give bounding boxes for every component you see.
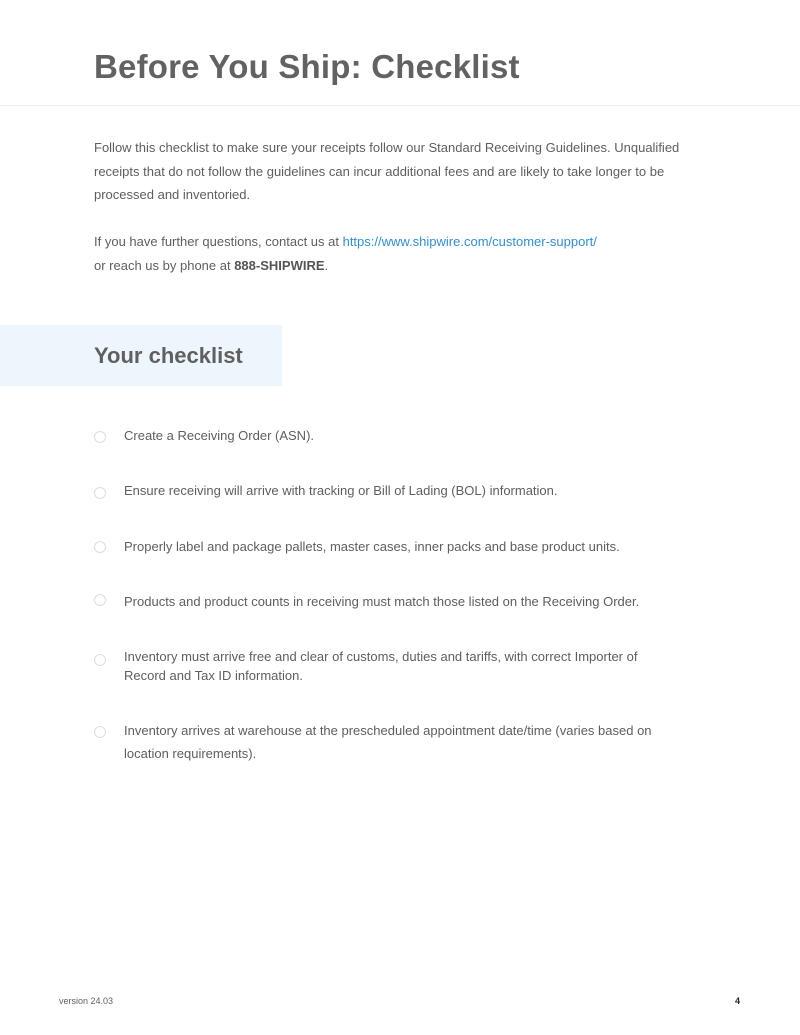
checkbox-circle-icon[interactable]: [94, 654, 106, 666]
checklist-item-text: Inventory must arrive free and clear of customs, duties and tariffs, with correct Importer of Record and Tax ID information.: [124, 649, 638, 683]
checklist-item-text: Inventory arrives at warehouse at the prescheduled appointment date/time (varies based on location requirements).: [124, 723, 652, 761]
contact-paragraph: [94, 230, 714, 278]
contact-prefix: If you have further questions, contact us at: [94, 234, 343, 249]
checkbox-circle-icon[interactable]: [94, 431, 106, 443]
customer-support-link[interactable]: https://www.shipwire.com/customer-support/: [342, 234, 597, 249]
checklist-item-text: Create a Receiving Order (ASN).: [124, 428, 315, 443]
phone-prefix: or reach us by phone at: [94, 258, 235, 273]
checkbox-circle-icon[interactable]: [94, 726, 106, 738]
checkbox-circle-icon[interactable]: [94, 487, 106, 499]
section-heading: Your checklist: [94, 343, 243, 368]
footer-version: version 24.03: [59, 996, 114, 1006]
intro-paragraph: Follow this checklist to make sure your receipts follow our Standard Receiving Guidelines. Unqualified receipts that do not follow the guidelines can incur additional fees and are likely to take longer to be processed and inventoried.: [94, 140, 680, 202]
checklist-item-text: Properly label and package pallets, master cases, inner packs and base product units.: [124, 539, 620, 554]
phone-number: 888-SHIPWIRE: [234, 258, 325, 273]
phone-suffix: .: [324, 258, 329, 273]
checkbox-circle-icon[interactable]: [94, 594, 106, 606]
checklist-item-text: Products and product counts in receiving must match those listed on the Receiving Order.: [124, 594, 640, 609]
checklist-item-text: Ensure receiving will arrive with tracking or Bill of Lading (BOL) information.: [124, 483, 558, 498]
page-title: Before You Ship: Checklist: [94, 48, 520, 85]
checkbox-circle-icon[interactable]: [94, 541, 106, 553]
title-divider: [0, 105, 800, 106]
page-number: 4: [735, 996, 741, 1006]
